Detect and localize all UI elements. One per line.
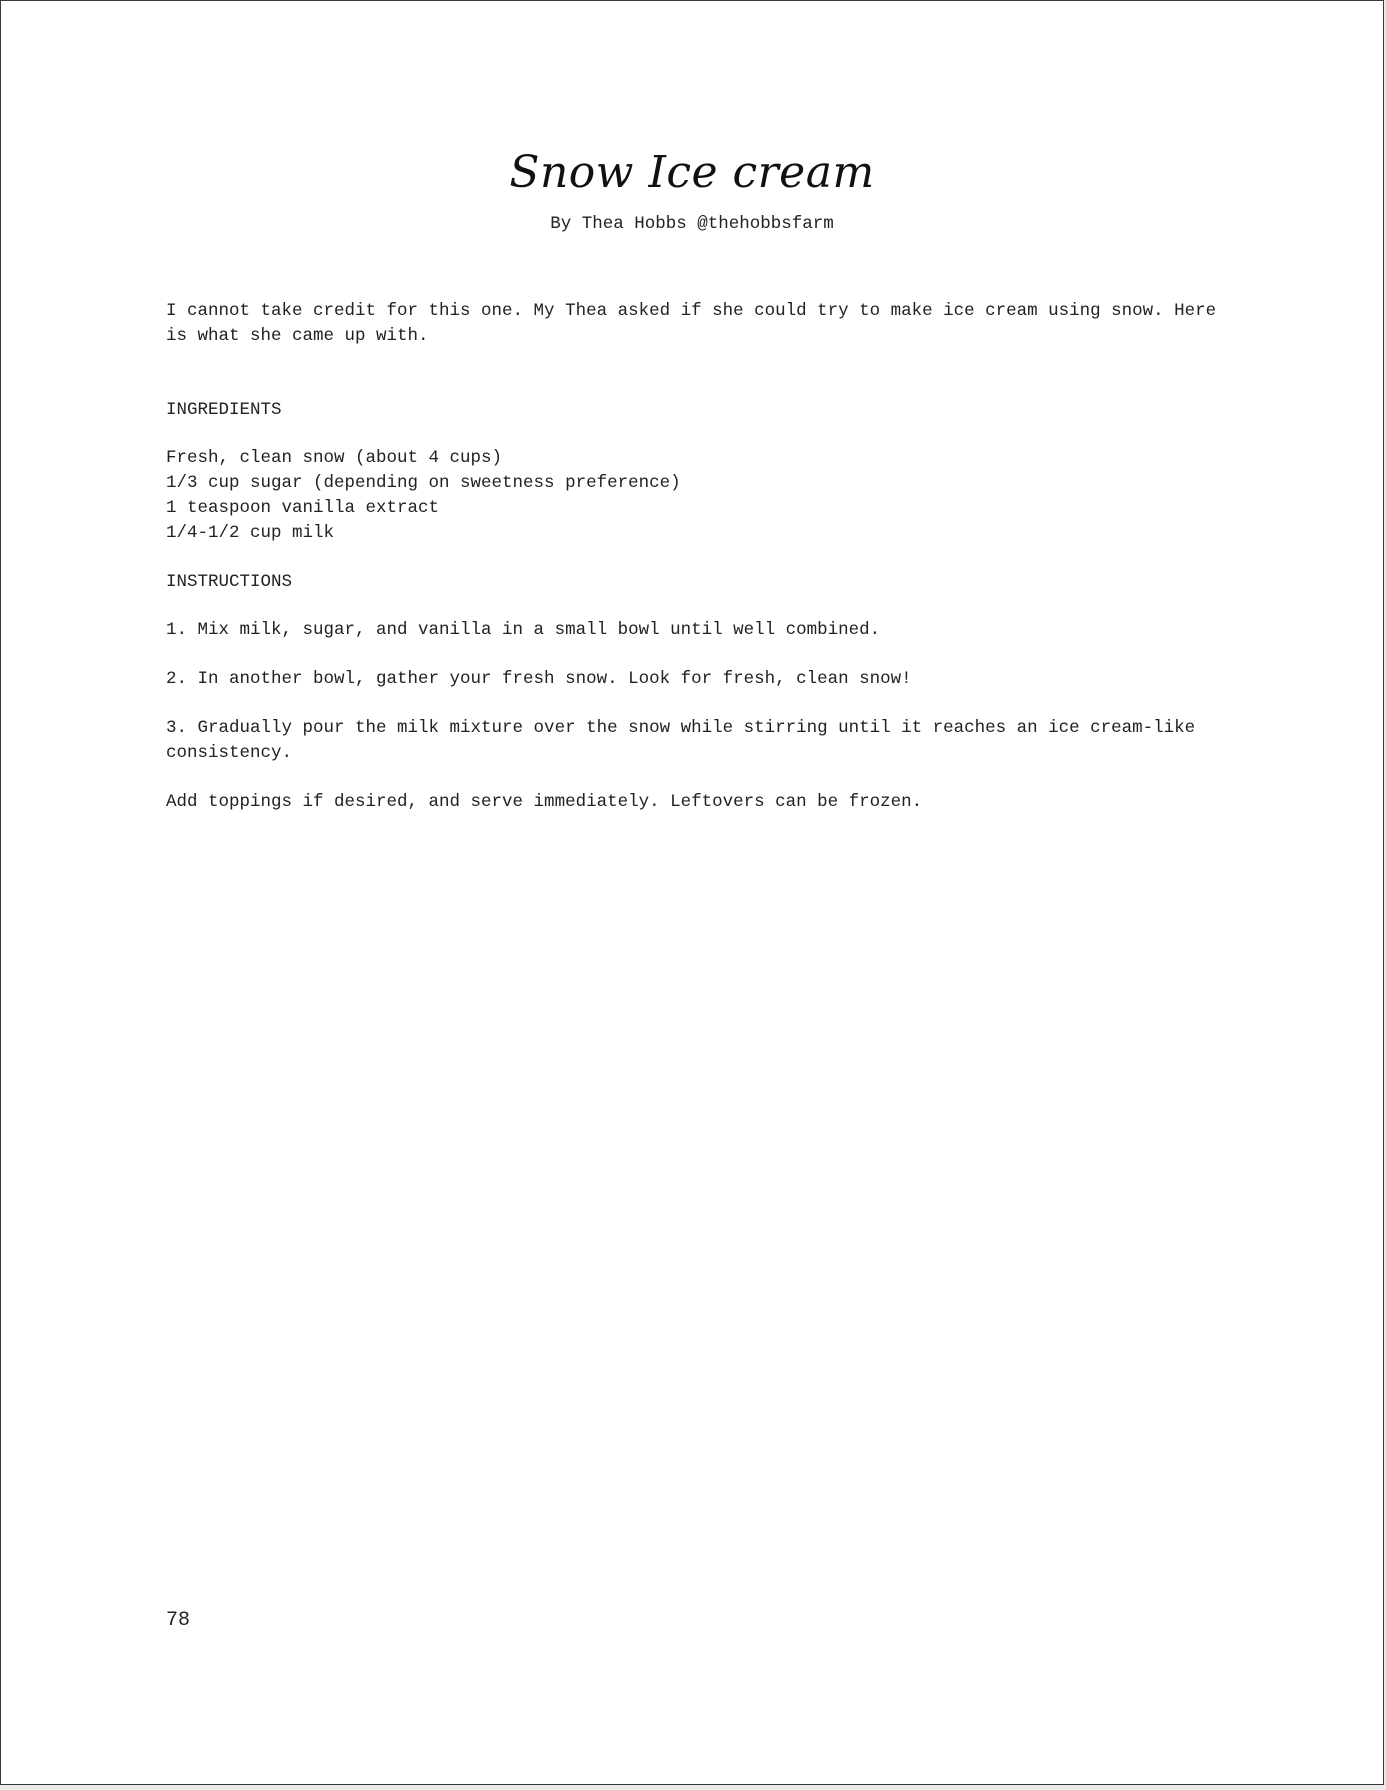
instructions-heading: INSTRUCTIONS [166, 572, 293, 592]
recipe-title: Snow Ice cream [509, 147, 875, 198]
recipe-body [166, 299, 1246, 839]
instruction-step: 3. Gradually pour the milk mixture over the snow while stirring until it reaches an ice cream-like consistency. [166, 718, 1196, 763]
page-number: 78 [166, 1609, 191, 1632]
ingredient-item: 1 teaspoon vanilla extract [166, 498, 440, 518]
intro-paragraph: I cannot take credit for this one. My Thea asked if she could try to make ice cream using snow. Here is what she came up with. [166, 301, 1217, 346]
instruction-step: 2. In another bowl, gather your fresh snow. Look for fresh, clean snow! [166, 669, 912, 689]
recipe-byline: By Thea Hobbs @thehobbsfarm [550, 214, 834, 234]
ingredients-heading: INGREDIENTS [166, 400, 282, 420]
closing-note: Add toppings if desired, and serve immediately. Leftovers can be frozen. [166, 792, 923, 812]
ingredients-list [166, 446, 1246, 546]
ingredient-item: Fresh, clean snow (about 4 cups) [166, 448, 503, 468]
instruction-step: 1. Mix milk, sugar, and vanilla in a small bowl until well combined. [166, 620, 881, 640]
ingredient-item: 1/3 cup sugar (depending on sweetness preference) [166, 473, 681, 493]
ingredient-item: 1/4-1/2 cup milk [166, 523, 335, 543]
